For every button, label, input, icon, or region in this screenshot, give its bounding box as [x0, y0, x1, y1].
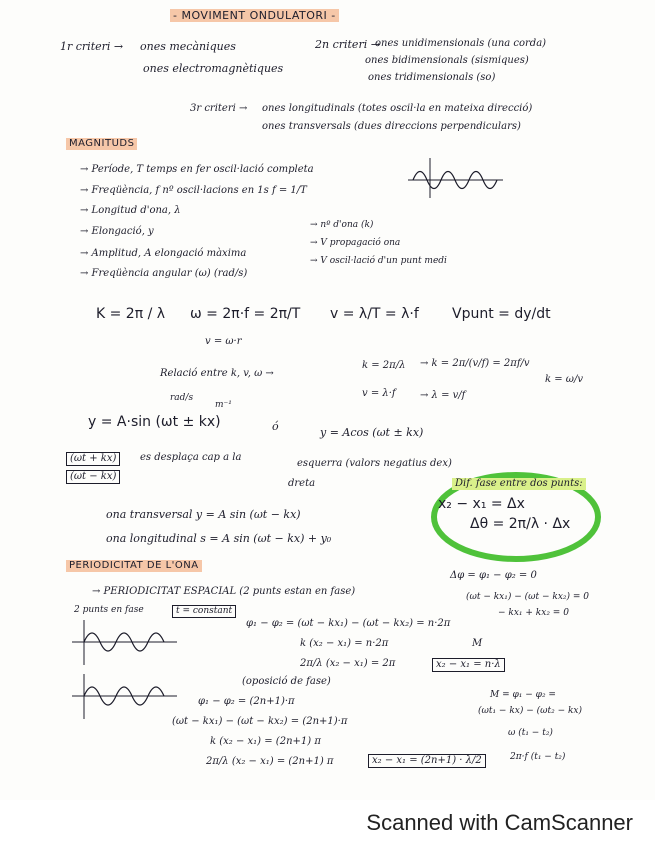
- criteri-3-label: 3r criteri →: [190, 103, 248, 114]
- phase-plus: (ωt + kx): [66, 452, 120, 466]
- oposicio-eq4: 2π/λ (x₂ − x₁) = (2n+1) π: [206, 756, 334, 767]
- relacio-k: k = 2π/λ: [362, 360, 406, 371]
- oposicio-result: x₂ − x₁ = (2n+1) · λ/2: [368, 754, 486, 768]
- fase-eq2: k (x₂ − x₁) = n·2π: [300, 638, 389, 649]
- right-calc: (ωt − kx₁) − (ωt − kx₂) = 0: [466, 592, 590, 602]
- wave-eq-cos: y = Acos (ωt ± kx): [320, 426, 424, 439]
- phase-difference-eq1: x₂ − x₁ = Δx: [438, 496, 525, 512]
- magnitud-item: → Període, T temps en fer oscil·lació completa: [80, 164, 314, 175]
- fase-eq3: 2π/λ (x₂ − x₁) = 2π: [300, 658, 396, 669]
- magnitud-item: → Amplitud, A elongació màxima: [80, 248, 247, 259]
- oposicio-label: (oposició de fase): [242, 676, 331, 687]
- phase-desc: dreta: [288, 478, 316, 489]
- fase-eq3-result: x₂ − x₁ = n·λ: [432, 658, 505, 672]
- criteri-2-item: ones tridimensionals (so): [368, 72, 496, 83]
- criteri-3-line: ones longitudinals (totes oscil·la en mateixa direcció): [262, 103, 533, 114]
- criteri-2-item: ones unidimensionals (una corda): [375, 38, 547, 49]
- scanner-watermark: Scanned with CamScanner: [366, 810, 633, 835]
- formula-k: K = 2π / λ: [96, 306, 166, 322]
- temporal-calc: (ωt₁ − kx) − (ωt₂ − kx): [478, 706, 583, 716]
- relacio-k-derived: → k = 2π/(v/f) = 2πf/v: [420, 358, 530, 369]
- phase-desc: es desplaça cap a la: [140, 452, 242, 463]
- phase-minus: (ωt − kx): [66, 470, 120, 484]
- phase-difference-title: Dif. fase entre dos punts:: [452, 478, 586, 490]
- scanner-footer: [0, 800, 655, 848]
- criteri-3-line: ones transversals (dues direccions perpendiculars): [262, 121, 521, 132]
- formula-v: v = λ/T = λ·f: [330, 306, 419, 322]
- relacio-lambda: → λ = v/f: [420, 390, 466, 401]
- oposicio-eq2: (ωt − kx₁) − (ωt − kx₂) = (2n+1)·π: [172, 716, 348, 727]
- wave-phase-sketch: [72, 620, 182, 670]
- wave-opposition-sketch: [72, 674, 182, 724]
- formula-vwr: v = ω·r: [205, 336, 242, 347]
- criteri-2-label: 2n criteri →: [315, 38, 380, 51]
- punts-fase-label: 2 punts en fase: [74, 605, 144, 615]
- transversal-eq: ona transversal y = A sin (ωt − kx): [106, 508, 301, 521]
- phase-difference-eq2: Δθ = 2π/λ · Δx: [470, 516, 571, 532]
- wave-sketch: [408, 158, 508, 203]
- temporal-calc: 2π·f (t₁ − t₂): [510, 752, 566, 762]
- phase-desc: esquerra (valors negatius dex): [297, 458, 452, 469]
- magnitud-item: → Freqüència angular (ω) (rad/s): [80, 268, 248, 279]
- longitudinal-eq: ona longitudinal s = A sin (ωt − kx) + y₀: [106, 532, 332, 545]
- criteri-1-label: 1r criteri →: [60, 40, 124, 53]
- criteri-1-item: ones electromagnètiques: [143, 62, 284, 75]
- wave-eq-sin: y = A·sin (ωt ± kx): [88, 414, 221, 430]
- page-title: - MOVIMENT ONDULATORI -: [170, 9, 339, 22]
- or-text: ó: [272, 420, 279, 433]
- m-label: M: [472, 638, 483, 649]
- unit-minv: m⁻¹: [215, 400, 232, 410]
- unit-rads: rad/s: [170, 393, 194, 403]
- relacio-label: Relació entre k, v, ω →: [160, 368, 274, 379]
- criteri-1-item: ones mecàniques: [140, 40, 236, 53]
- magnitud-item: → Longitud d'ona, λ: [80, 205, 181, 216]
- magnituds-heading: MAGNITUDS: [66, 138, 137, 150]
- formula-omega: ω = 2π·f = 2π/T: [190, 306, 301, 322]
- magnitud-item: → Elongació, y: [80, 226, 154, 237]
- magnitud-note: → V oscil·lació d'un punt medi: [310, 256, 447, 266]
- fase-eq1: φ₁ − φ₂ = (ωt − kx₁) − (ωt − kx₂) = n·2π: [246, 618, 451, 629]
- magnitud-note: → nº d'ona (k): [310, 220, 374, 230]
- periodicitat-espacial: → PERIODICITAT ESPACIAL (2 punts estan en fase): [92, 586, 356, 597]
- oposicio-eq3: k (x₂ − x₁) = (2n+1) π: [210, 736, 321, 747]
- magnitud-note: → V propagació ona: [310, 238, 401, 248]
- t-constant-box: t = constant: [172, 605, 236, 618]
- criteri-2-item: ones bidimensionals (sismiques): [365, 55, 529, 66]
- oposicio-eq1: φ₁ − φ₂ = (2n+1)·π: [198, 696, 295, 707]
- relacio-v: v = λ·f: [362, 388, 396, 399]
- right-calc: − kx₁ + kx₂ = 0: [498, 608, 569, 618]
- relacio-result: k = ω/v: [545, 374, 583, 385]
- dphi-zero: Δφ = φ₁ − φ₂ = 0: [450, 570, 537, 581]
- formula-vpunt: Vpunt = dy/dt: [452, 306, 551, 322]
- periodicitat-heading: PERIODICITAT DE L'ONA: [66, 560, 202, 572]
- temporal-calc: M = φ₁ − φ₂ =: [490, 690, 556, 700]
- temporal-calc: ω (t₁ − t₂): [508, 728, 553, 738]
- magnitud-item: → Freqüència, f nº oscil·lacions en 1s f = 1/T: [80, 185, 307, 196]
